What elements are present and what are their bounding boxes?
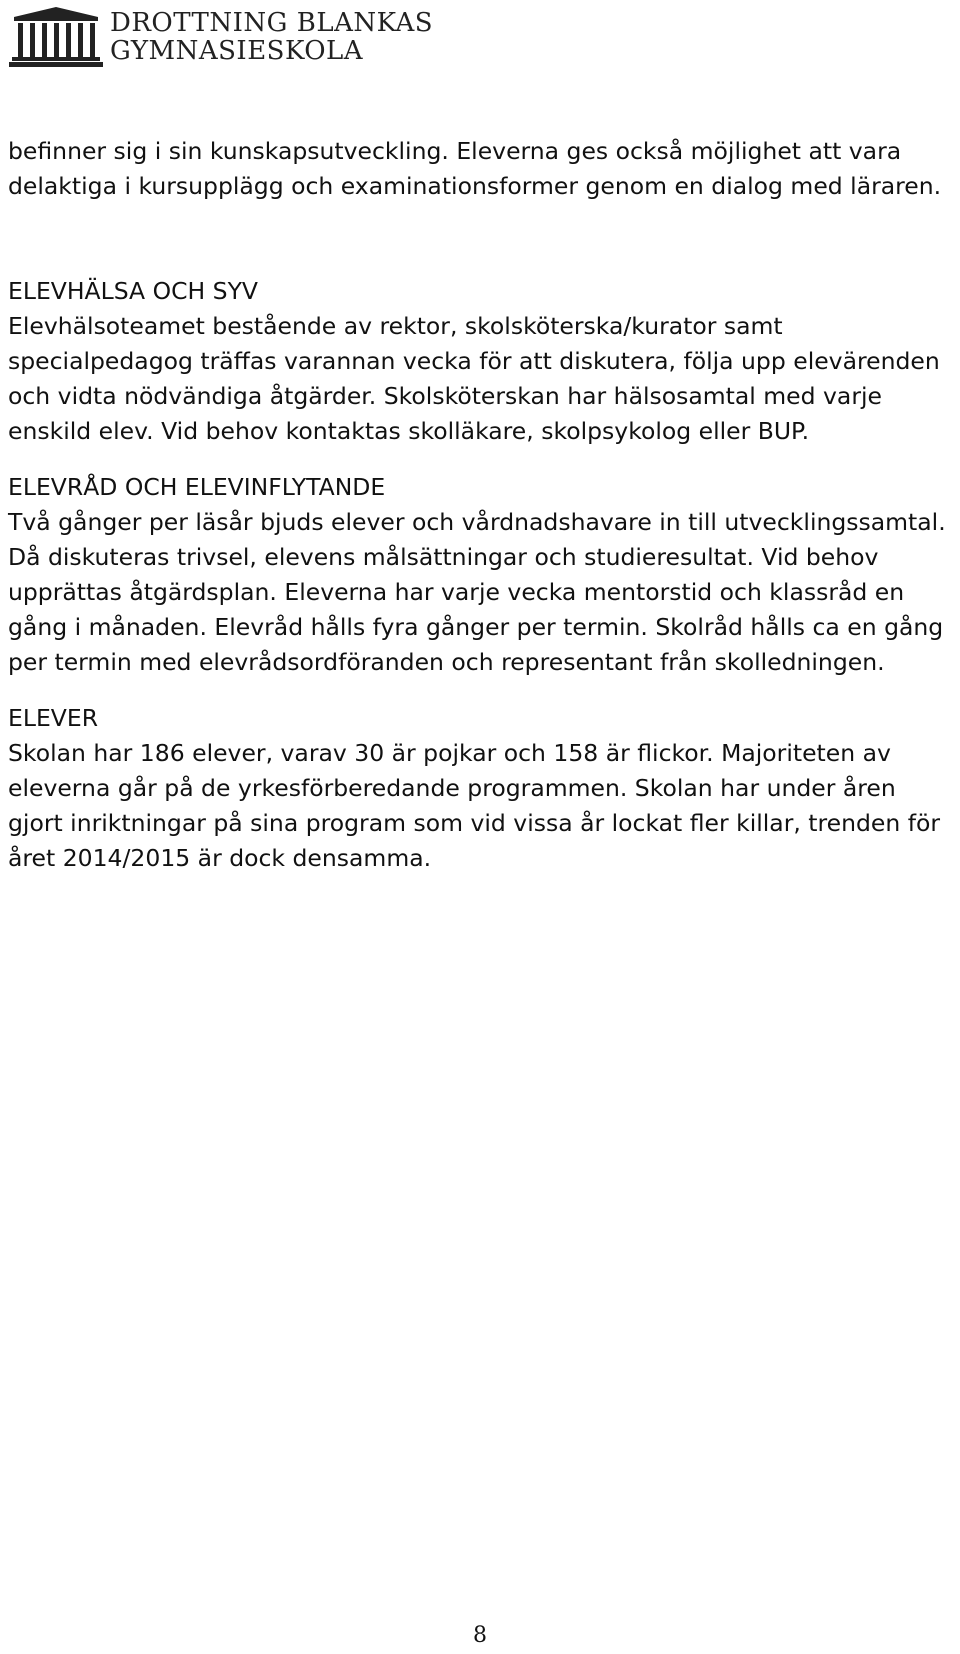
intro-paragraph: befinner sig i sin kunskapsutveckling. Eleverna ges också möjlighet att vara delaktiga i kursupplägg och examinationsformer genom en dialog med läraren. (8, 137, 942, 200)
school-name-line2: GYMNASIESKOLA (110, 36, 364, 66)
section-elevrad (8, 470, 952, 680)
school-name (110, 9, 433, 65)
pillared-building-icon (8, 5, 104, 69)
section-heading: ELEVRÅD OCH ELEVINFLYTANDE (8, 473, 386, 501)
section-heading: ELEVER (8, 704, 99, 732)
section-elever (8, 701, 952, 876)
section-heading: ELEVHÄLSA OCH SYV (8, 277, 258, 305)
section-body: Två gånger per läsår bjuds elever och vårdnadshavare in till utvecklingssamtal. Då diskuteras trivsel, elevens målsättningar och studieresultat. Vid behov upprättas åtgärdsplan. Eleverna har varje vecka mentorstid och klassråd en gång i månaden. Elevråd hålls fyra gånger per termin. Skolråd hålls ca en gång per termin med elevrådsordföranden och representant från skolledningen. (8, 508, 946, 676)
section-body: Elevhälsoteamet bestående av rektor, skolsköterska/kurator samt specialpedagog träffas varannan vecka för att diskutera, följa upp elevärenden och vidta nödvändiga åtgärder. Skolsköterskan har hälsosamtal med varje enskild elev. Vid behov kontaktas skolläkare, skolpsykolog eller BUP. (8, 312, 940, 445)
document-body (8, 134, 952, 897)
page-number: 8 (473, 1623, 487, 1648)
section-body: Skolan har 186 elever, varav 30 är pojkar och 158 är flickor. Majoriteten av eleverna går på de yrkesförberedande programmen. Skolan har under åren gjort inriktningar på sina program som vid vissa år lockat fler killar, trenden för året 2014/2015 är dock densamma. (8, 739, 941, 872)
page-header (8, 4, 433, 70)
section-elevhalsa (8, 274, 952, 449)
school-name-line1: DROTTNING BLANKAS (110, 8, 434, 38)
